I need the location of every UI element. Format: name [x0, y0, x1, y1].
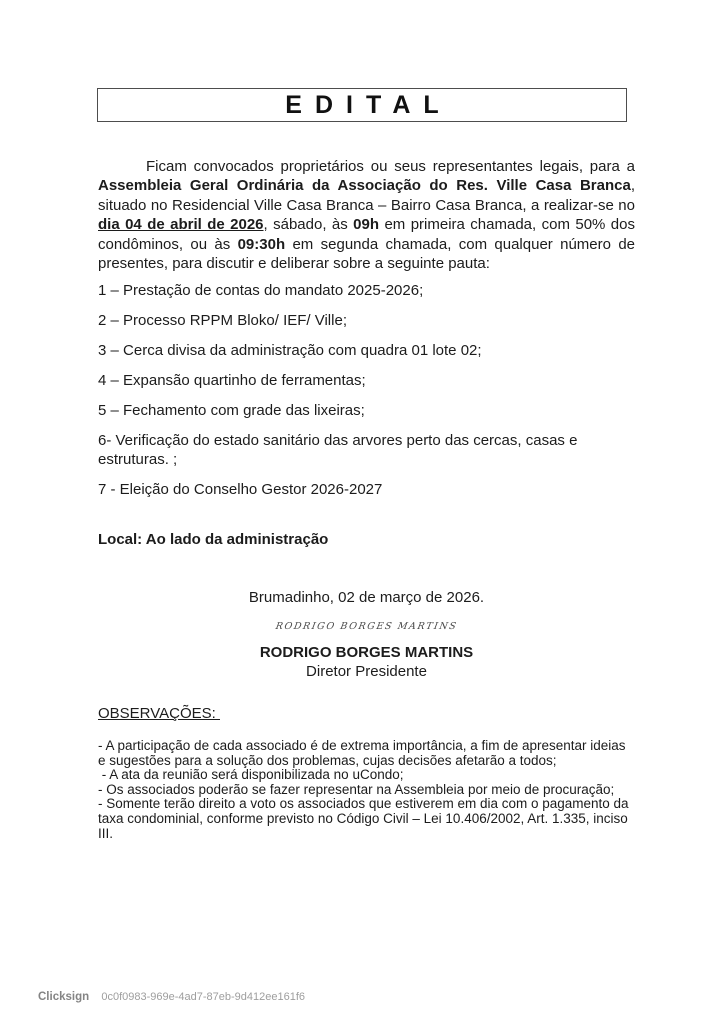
- observation-item-1: - A participação de cada associado é de extrema importância, a fim de apresentar ideias e sugestões para a solução dos problemas, cujas decisões afetarão a todos;: [98, 738, 630, 768]
- first-call-time: 09h: [353, 216, 380, 234]
- agenda-item-1: 1 – Prestação de contas do mandato 2025-2026;: [98, 282, 424, 299]
- observation-item-4: - Somente terão direito a voto os associados que estiverem em dia com o pagamento da taxa condominial, conforme previsto no Código Civil – Lei 10.406/2002, Art. 1.335, inciso III.: [98, 796, 633, 841]
- agenda-item-3: 3 – Cerca divisa da administração com quadra 01 lote 02;: [98, 342, 482, 359]
- signer-name: RODRIGO BORGES MARTINS: [259, 644, 474, 661]
- observation-item-2: - A ata da reunião será disponibilizada no uCondo;: [98, 767, 404, 783]
- intro-segment: em segunda chamada, com qualquer número de presentes, para discutir e deliberar sobre a seguinte pauta:: [98, 235, 636, 273]
- observation-item-3: - Os associados poderão se fazer representar na Assembleia por meio de procuração;: [98, 781, 615, 797]
- clicksign-logo: Clicksign: [38, 991, 90, 1003]
- dateline: Brumadinho, 02 de março de 2026.: [248, 589, 485, 606]
- agenda-item-2: 2 – Processo RPPM Bloko/ IEF/ Ville;: [98, 312, 347, 329]
- agenda-list: [98, 281, 635, 510]
- agenda-item-4: 4 – Expansão quartinho de ferramentas;: [98, 372, 366, 389]
- second-call-time: 09:30h: [237, 235, 286, 253]
- agenda-item-6: 6- Verificação do estado sanitário das arvores perto das cercas, casas e estruturas. ;: [98, 432, 578, 469]
- location-line: Local: Ao lado da administração: [98, 531, 329, 548]
- page-title: EDITAL: [285, 90, 452, 119]
- agenda-item-5: 5 – Fechamento com grade das lixeiras;: [98, 402, 365, 419]
- signer-role: Diretor Presidente: [306, 663, 427, 680]
- observations-heading-text: OBSERVAÇÕES:: [98, 705, 220, 722]
- intro-segment: , situado no Residencial Ville Casa Branca – Bairro Casa Branca, a realizar-se no: [98, 177, 635, 214]
- convocation-paragraph: [98, 157, 635, 273]
- observations-list: [98, 739, 635, 841]
- signature-script: RODRIGO BORGES MARTINS: [274, 621, 459, 632]
- observations-heading: [98, 705, 635, 722]
- intro-segment: Ficam convocados proprietários ou seus representantes legais, para a: [146, 158, 635, 175]
- intro-segment: , sábado, às: [263, 216, 354, 234]
- document-id: 0c0f0983-969e-4ad7-87eb-9d412ee161f6: [101, 991, 306, 1003]
- assembly-date: dia 04 de abril de 2026: [98, 216, 264, 234]
- intro-segment: em primeira chamada, com 50% dos condôminos, ou às: [98, 216, 635, 253]
- agenda-item-7: 7 - Eleição do Conselho Gestor 2026-2027: [98, 481, 383, 499]
- edital-title-box: [97, 88, 627, 122]
- assembly-name: Assembleia Geral Ordinária da Associação do Res. Ville Casa Branca: [98, 177, 631, 195]
- clicksign-footer: [38, 991, 305, 1003]
